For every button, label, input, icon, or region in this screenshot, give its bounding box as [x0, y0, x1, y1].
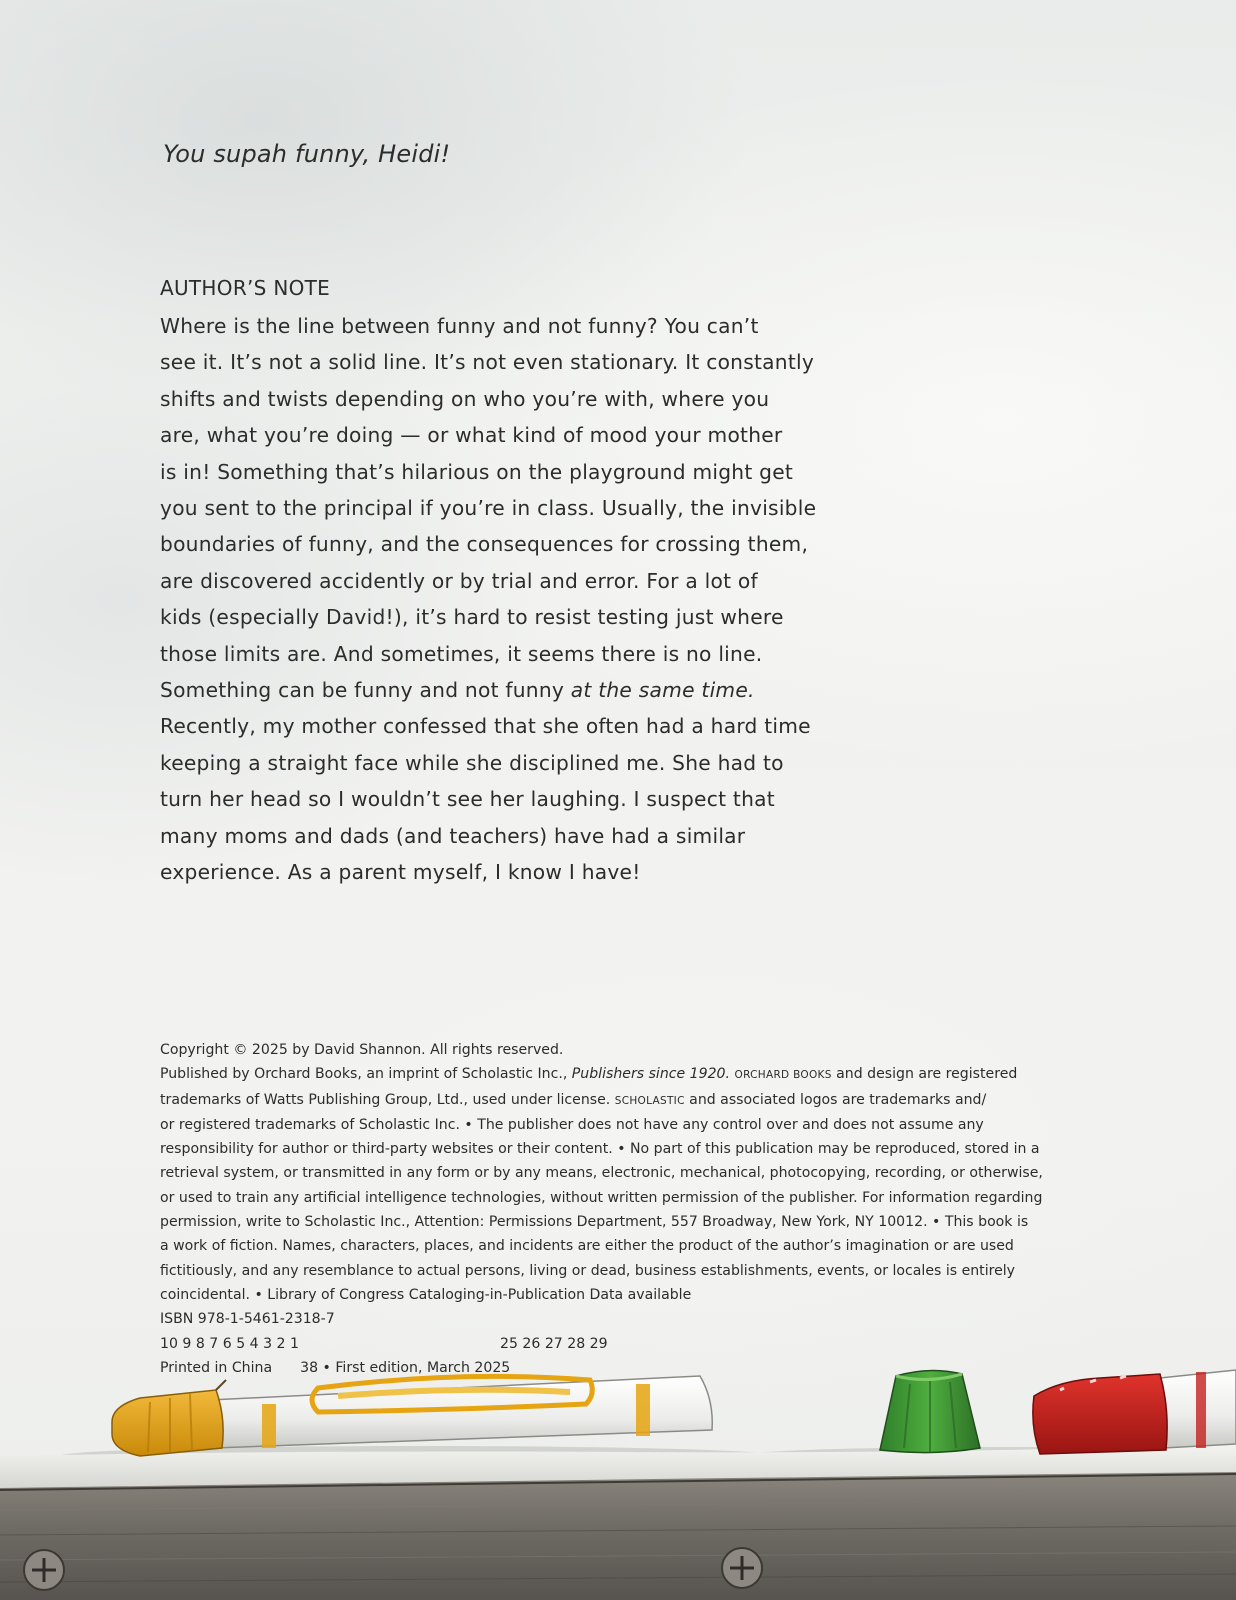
- note-line: boundaries of funny, and the consequences for crossing them,: [160, 532, 809, 557]
- authors-note-body: [160, 308, 860, 891]
- green-marker-cap: [880, 1370, 980, 1452]
- note-italic-phrase: at the same time.: [570, 678, 755, 703]
- copyright-line: [160, 1088, 1160, 1113]
- copyright-line: fictitiously, and any resemblance to actual persons, living or dead, business establishments, events, or locales is entirely: [160, 1262, 1016, 1279]
- publisher-tagline: Publishers since 1920.: [571, 1066, 731, 1083]
- copyright-text: and associated logos are trademarks and/: [684, 1091, 987, 1108]
- printed-in: Printed in China: [160, 1359, 273, 1376]
- isbn: ISBN 978-1-5461-2318-7: [160, 1311, 335, 1328]
- copyright-line: permission, write to Scholastic Inc., Attention: Permissions Department, 557 Broadway, New York, NY 10012. • This book is: [160, 1214, 1029, 1231]
- copyright-line: or registered trademarks of Scholastic Inc. • The publisher does not have any control over and does not assume any: [160, 1116, 984, 1133]
- note-line: you sent to the principal if you’re in class. Usually, the invisible: [160, 496, 817, 521]
- note-line-text: Something can be funny and not funny: [160, 678, 571, 703]
- copyright-line: Copyright © 2025 by David Shannon. All rights reserved.: [160, 1042, 564, 1058]
- printing-years: 25 26 27 28 29: [500, 1335, 608, 1352]
- orchard-books-trademark: ORCHARD BOOKS: [734, 1069, 832, 1082]
- note-line: many moms and dads (and teachers) have had a similar: [160, 823, 746, 848]
- copyright-line: coincidental. • Library of Congress Cataloging-in-Publication Data available: [160, 1286, 692, 1303]
- note-line: see it. It’s not a solid line. It’s not even stationary. It constantly: [160, 350, 815, 375]
- dedication: You supah funny, Heidi!: [163, 140, 451, 168]
- copyright-line: a work of fiction. Names, characters, places, and incidents are either the product of the author’s imagination or are used: [160, 1238, 1014, 1255]
- note-line: experience. As a parent myself, I know I have!: [160, 860, 641, 885]
- printing-numbers: 10 9 8 7 6 5 4 3 2 1: [160, 1335, 299, 1352]
- note-line: shifts and twists depending on who you’re with, where you: [160, 386, 770, 411]
- marker-tray-illustration: [0, 1360, 1236, 1600]
- copyright-line: or used to train any artificial intelligence technologies, without written permission of the publisher. For information regarding: [160, 1189, 1043, 1206]
- note-line: turn her head so I wouldn’t see her laughing. I suspect that: [160, 787, 775, 812]
- note-line: those limits are. And sometimes, it seems there is no line.: [160, 641, 763, 666]
- note-line: Where is the line between funny and not funny? You can’t: [160, 314, 759, 338]
- copyright-line: [160, 1062, 1160, 1087]
- note-line: keeping a straight face while she disciplined me. She had to: [160, 750, 784, 775]
- edition-info: 38 • First edition, March 2025: [300, 1359, 511, 1376]
- red-marker: [1033, 1370, 1236, 1454]
- screw-center-icon: [722, 1548, 762, 1588]
- screw-left-icon: [24, 1550, 64, 1590]
- note-line: are, what you’re doing — or what kind of mood your mother: [160, 423, 783, 448]
- copyright-text: and design are registered: [831, 1066, 1018, 1083]
- scholastic-trademark: SCHOLASTIC: [614, 1094, 685, 1107]
- authors-note-heading: AUTHOR’S NOTE: [160, 276, 331, 300]
- copyright-line: responsibility for author or third-party websites or their content. • No part of this publication may be reproduced, stored in a: [160, 1141, 1040, 1158]
- note-line: [160, 672, 860, 708]
- note-line: are discovered accidently or by trial and error. For a lot of: [160, 568, 758, 593]
- copyright-text: trademarks of Watts Publishing Group, Ltd., used under license.: [160, 1091, 615, 1108]
- note-line: kids (especially David!), it’s hard to resist testing just where: [160, 605, 784, 630]
- note-line: Recently, my mother confessed that she often had a hard time: [160, 714, 811, 739]
- copyright-text: Published by Orchard Books, an imprint of Scholastic Inc.,: [160, 1066, 572, 1083]
- tray-ledge: [0, 1444, 1236, 1600]
- copyright-line: retrieval system, or transmitted in any form or by any means, electronic, mechanical, photocopying, recording, or otherwise,: [160, 1165, 1043, 1182]
- note-line: is in! Something that’s hilarious on the playground might get: [160, 459, 794, 484]
- yellow-marker: [112, 1376, 712, 1456]
- copyright-block: [160, 1038, 1160, 1380]
- printing-line: [160, 1332, 1160, 1356]
